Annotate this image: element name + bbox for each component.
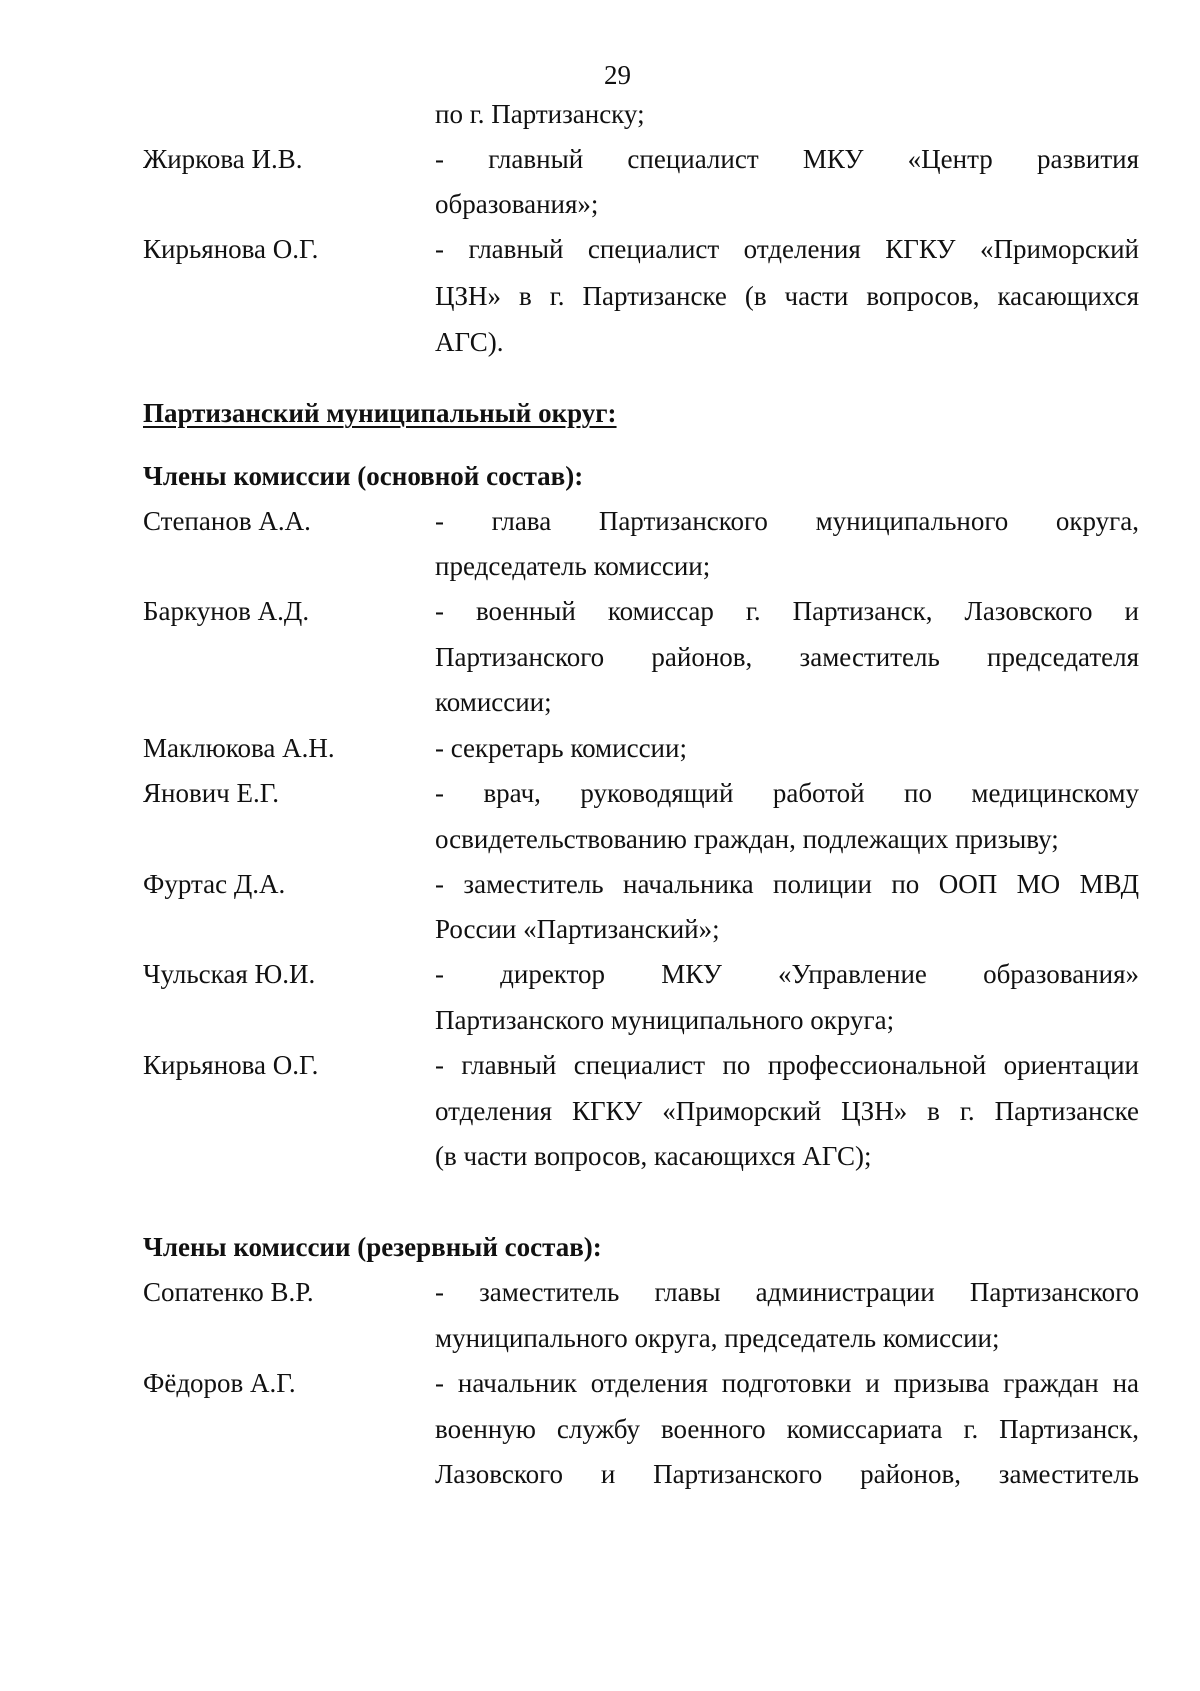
member-description-line: - глава Партизанского муниципального округа, <box>435 506 1139 536</box>
member-description-line: отделения КГКУ «Приморский ЦЗН» в г. Партизанске <box>435 1096 1139 1126</box>
member-name: Чульская Ю.И. <box>143 959 316 989</box>
member-description-line: - начальник отделения подготовки и призыва граждан на <box>435 1368 1139 1398</box>
member-name: Жиркова И.В. <box>143 144 303 174</box>
member-description-line: - главный специалист по профессиональной ориентации <box>435 1050 1139 1080</box>
member-name: Баркунов А.Д. <box>143 596 310 626</box>
member-description-line: ЦЗН» в г. Партизанске (в части вопросов, касающихся <box>435 281 1139 311</box>
member-name: Кирьянова О.Г. <box>143 1050 319 1080</box>
member-description-line: освидетельствованию граждан, подлежащих призыву; <box>435 824 1059 854</box>
member-description-line: - главный специалист отделения КГКУ «Приморский <box>435 234 1139 264</box>
member-description-line: России «Партизанский»; <box>435 914 720 944</box>
member-description-line: военную службу военного комиссариата г. Партизанск, <box>435 1414 1139 1444</box>
member-description-line: председатель комиссии; <box>435 551 711 581</box>
member-description-line: Лазовского и Партизанского районов, заместитель <box>435 1459 1139 1489</box>
member-description-line: Партизанского муниципального округа; <box>435 1005 895 1035</box>
district-heading: Партизанский муниципальный округ: <box>143 398 617 428</box>
member-description-line: - секретарь комиссии; <box>435 733 687 763</box>
member-description-line: комиссии; <box>435 687 552 717</box>
member-name: Кирьянова О.Г. <box>143 234 319 264</box>
member-description-line: - директор МКУ «Управление образования» <box>435 959 1139 989</box>
member-description-line: муниципального округа, председатель комиссии; <box>435 1323 1000 1353</box>
reserve-composition-heading: Члены комиссии (резервный состав): <box>143 1232 602 1262</box>
member-description-line: - заместитель главы администрации Партизанского <box>435 1277 1139 1307</box>
main-composition-heading: Члены комиссии (основной состав): <box>143 461 584 491</box>
member-name: Янович Е.Г. <box>143 778 280 808</box>
member-description-line: Партизанского районов, заместитель председателя <box>435 642 1139 672</box>
member-name: Степанов А.А. <box>143 506 311 536</box>
member-name: Фёдоров А.Г. <box>143 1368 296 1398</box>
member-name: Маклюкова А.Н. <box>143 733 335 763</box>
member-description-line: (в части вопросов, касающихся АГС); <box>435 1141 872 1171</box>
member-description-line: - заместитель начальника полиции по ООП МО МВД <box>435 869 1139 899</box>
member-name: Фуртас Д.А. <box>143 869 286 899</box>
member-description-line: - врач, руководящий работой по медицинскому <box>435 778 1139 808</box>
member-description-line: - главный специалист МКУ «Центр развития <box>435 144 1139 174</box>
member-description-line: - военный комиссар г. Партизанск, Лазовского и <box>435 596 1139 626</box>
member-description-line: образования»; <box>435 189 599 219</box>
member-name: Сопатенко В.Р. <box>143 1277 314 1307</box>
continuation-line: по г. Партизанску; <box>435 99 645 129</box>
page-number: 29 <box>604 60 631 90</box>
member-description-line: АГС). <box>435 327 504 357</box>
